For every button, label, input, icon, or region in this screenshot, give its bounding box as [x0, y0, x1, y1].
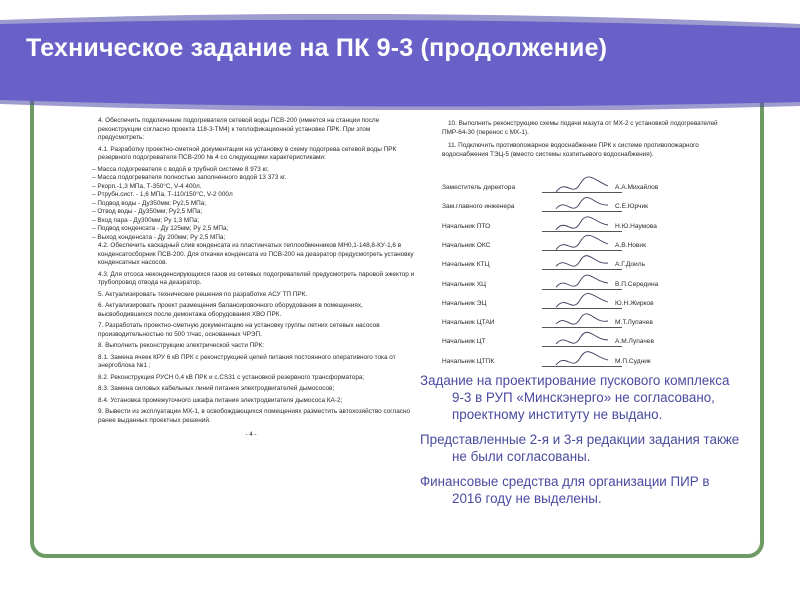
signature-role: Начальник ЦТАИ [442, 319, 495, 327]
signature-role: Начальник КТЦ [442, 261, 490, 269]
doc-line: – Отвод воды - Ду350мм; Ру2,5 МПа; [92, 208, 203, 215]
signature-name: В.П.Середина [615, 280, 659, 288]
signature-row [442, 356, 732, 374]
signature-role: Начальник ПТО [442, 222, 491, 230]
doc-line: 8.3. Замена силовых кабельных линий питания электродвигателей дымососов; [98, 385, 335, 392]
doc-line: 9. Вывести из эксплуатации МХ-1, в освобождающихся помещениях разместить автохозяйство согласно ранее выданных проектных решений. [98, 408, 411, 424]
doc-line: 8.1. Замена ячеек КРУ 6 кВ ПРК с реконструкцией цепей питания постоянного оперативного тока от энергоблока №1 ; [98, 353, 396, 369]
signature-role: Начальник ЭЦ [442, 299, 487, 307]
note-item: Задание на проектирование пускового комплекса 9-3 в РУП «Минскэнерго» не согласовано, проектному институту не выдано. [420, 373, 730, 422]
signature-scribble [552, 350, 612, 372]
doc-line: 7. Разработать проектно-сметную документацию на установку группы летних сетевых насосов производительностью по 500 т/час, основанных ЧРЭП. [98, 322, 380, 338]
signature-name: М.П.Судник [615, 357, 651, 365]
right-document-scan [422, 120, 722, 370]
signature-name: А.А.Михайлов [615, 184, 659, 191]
doc-line: – Вход пара - Ду300мм; Ру 1,3 МПа; [92, 216, 200, 224]
signature-name: Ю.Н.Жирков [615, 299, 654, 307]
doc-line: – Подвод конденсата - Ду 125мм; Ру 2,5 МПа; [92, 225, 229, 232]
doc-line: 4.3. Для отсоса неконденсирующихся газов из сетевых подогревателей предусмотреть паровой эжектор и трубопровод отвода на деаэратор. [98, 270, 415, 286]
signature-role: Зам.главного инженера [442, 203, 515, 211]
signature-name: А.М.Лупачев [615, 338, 654, 346]
doc-line: 4. Обеспечить подключение подогревателя сетевой воды ПСВ-200 (имеется на станции после реконструкции согласно проекта 118-3-ТМ4) к теплофикационной установке ПРК. При этом предусмотреть: [98, 117, 380, 141]
doc-line: – Pтрубн.сист. - 1,6 МПа, Т-110/150°С, V-2 000л [92, 191, 233, 198]
doc-line: – Подвод воды - Ду350мм; Ру2,5 МПа; [92, 199, 207, 207]
signature-name: А.В.Новик [615, 241, 646, 249]
doc-paragraph: 11. Подключить противопожарное водоснабжение ПРК к системе противопожарного водоснабжения ТЭЦ-5 (вместо системы хозпитьевого водоснабжения). [442, 142, 699, 158]
doc-line: 8.4. Установка промежуточного шкафа питания электродвигателя дымососа КА-2; [98, 396, 343, 404]
doc-line: 4.1. Разработку проектно-сметной документации на установку в схему подогрева сетевой воды ПРК резервного подогревателя ПСВ-200 № 4 со следующими характеристиками: [98, 145, 397, 161]
doc-line: – Выход конденсата - Ду 200мм; Ру 2,5 МПа; [92, 233, 226, 241]
doc-line: 4.2. Обеспечить каскадный слив конденсата из пластинчатых теплообменников МН0,1-148,8-КУ-1,6 в конденсатосборник ПСВ-200. Для откачки конденсата из ПСВ-200 на деаэратор предусмотреть установку конденсатных насосов. [98, 242, 414, 266]
slide-title: Техническое задание на ПК 9-3 (продолжение) [26, 34, 608, 62]
signature-name: С.Е.Юрчик [615, 203, 649, 211]
page-number: - 4 - [245, 431, 257, 438]
signature-role: Заместитель директора [442, 184, 516, 191]
doc-line: – Масса подогревателя полностью заполненного водой 13 373 кг. [92, 174, 287, 181]
doc-line: – Pкорп.-1,3 МПа, Т-350°С, V-4 400л. [92, 182, 202, 190]
doc-line: 6. Актуализировать проект размещения балансировочного оборудования в помещениях, высвободившихся после демонтажа оборудования ХВО ПРК. [98, 302, 363, 318]
notes-block [420, 372, 740, 515]
doc-line: 8.2. Реконструкция РУСН 0,4 кВ ПРК и с.CS31 с установкой резервного трансформатора; [98, 373, 365, 381]
doc-paragraph: 10. Выполнить реконструкцию схемы подачи мазута от МХ-2 с установкой подогревателей ПМР-64-30 (перенос с МХ-1). [442, 120, 718, 136]
note-item: Представленные 2-я и 3-я редакции задания также не были согласованы. [420, 432, 740, 464]
doc-line: – Масса подогревателя с водой в трубной системе 8 973 кг. [92, 165, 269, 173]
signature-name: А.Г.Доиль [615, 261, 645, 269]
doc-line: 8. Выполнить реконструкцию электрической части ПРК: [98, 342, 265, 349]
signature-role: Начальник ЦТ [442, 338, 486, 346]
left-document-scan [86, 117, 416, 557]
doc-line: 5. Актуализировать технические решения по разработке АСУ ТП ПРК. [98, 290, 308, 298]
note-item: Финансовые средства для организации ПИР в 2016 году не выделены. [420, 474, 710, 506]
signature-role: Начальник ОКС [442, 241, 491, 249]
signature-name: Н.Ю.Наумова [615, 222, 657, 230]
signature-role: Начальник ХЦ [442, 280, 486, 288]
signature-name: М.Т.Лупачев [615, 319, 653, 327]
signature-role: Начальник ЦТПК [442, 357, 495, 365]
